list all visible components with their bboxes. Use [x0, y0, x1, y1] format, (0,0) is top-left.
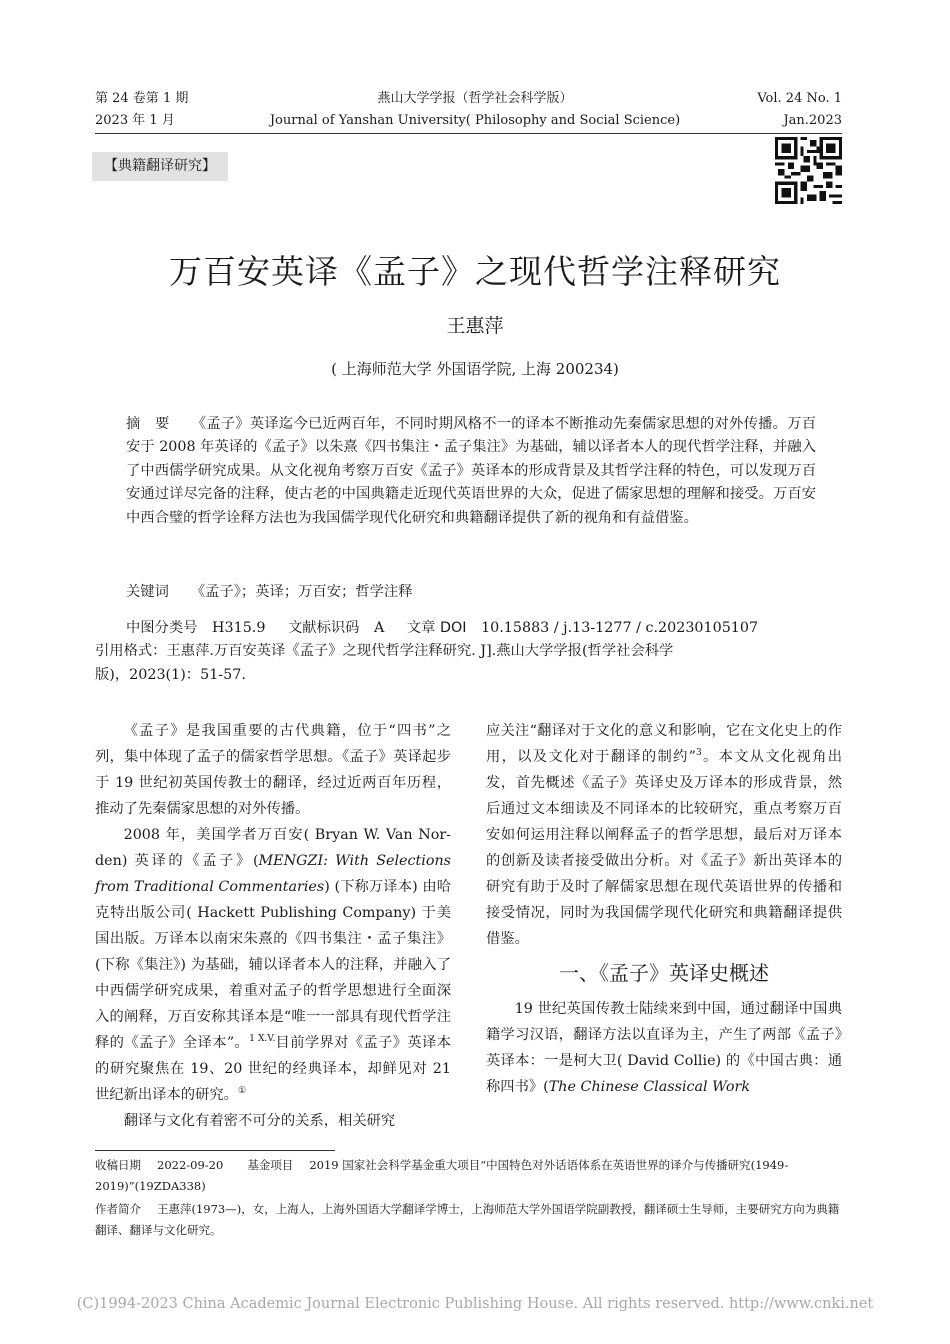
- text-run: 目前学界对《孟子》英译本的研究聚焦在 19、20 世纪的经典译本，却鲜见对 21 世纪新出译本的研究。: [95, 1035, 451, 1103]
- clc-value: H315.9: [212, 620, 266, 636]
- fund-label: 基金项目: [247, 1158, 294, 1172]
- clc-label: 中图分类号: [126, 620, 198, 636]
- body-left-column: [95, 718, 451, 1134]
- text-run: ) (下称万译本) 由哈克特出版公司( Hackett Publishing Company) 于美国出版。万译本以南宋朱熹的《四书集注・孟子集注》(下称《集注》) 为基础，辅以译者本人的注释，并融入了中西儒学研究成果，着重对孟子的哲学思想进行全面深入的阐释，万百安称其译本是“唯一一部具有现代哲学注释的《孟子》全译本”。: [95, 879, 452, 1051]
- abstract: [126, 413, 816, 530]
- body-paragraph: [95, 822, 451, 1108]
- journal-name-cn: 燕山大学学报（哲学社会科学版）: [377, 91, 573, 106]
- text-run: 2008 年，美国学者万百安( Bryan W. Van Nor-den) 英译的《孟子》(: [95, 827, 451, 869]
- abstract-text: 《孟子》英译迄今已近两百年，不同时期风格不一的译本不断推动先秦儒家思想的对外传播。万百安于 2008 年英译的《孟子》以朱熹《四书集注・孟子集注》为基础，辅以译者本人的现代哲学注释，并融入了中西儒学研究成果。从文化视角考察万百安《孟子》英译本的形成背景及其哲学注释的特色，可以发现万百安通过详尽完备的注释，使古老的中国典籍走近现代英语世界的大众，促进了儒家思想的理解和接受。万百安中西合璧的哲学诠释方法也为我国儒学现代化研究和典籍翻译提供了新的视角和有益借鉴。: [126, 416, 817, 526]
- doc-code-value: A: [374, 620, 385, 636]
- citation-marker[interactable]: 1 X.V.: [249, 1034, 276, 1045]
- author-affiliation: ( 上海师范大学 外国语学院, 上海 200234): [331, 360, 619, 378]
- footnote-author-bio: [95, 1199, 842, 1241]
- qr-code-icon[interactable]: [775, 137, 842, 204]
- body-paragraph: 《孟子》是我国重要的古代典籍，位于“四书”之列，集中体现了孟子的儒家哲学思想。《孟子》英译起步于 19 世纪初英国传教士的翻译，经过近两百年历程，推动了先秦儒家思想的对外传播。: [95, 723, 451, 817]
- body-paragraph: 翻译与文化有着密不可分的关系，相关研究: [123, 1113, 396, 1129]
- citation-line-2: 版)，2023(1)：51-57.: [95, 667, 246, 683]
- book-title-italic: The Chinese Classical Work: [548, 1079, 751, 1095]
- body-paragraph: [486, 996, 842, 1100]
- issue-number-en: Vol. 24 No. 1: [757, 91, 842, 106]
- issue-date-en: Jan.2023: [783, 113, 842, 128]
- text-run: 19 世纪英国传教士陆续来到中国，通过翻译中国典籍学习汉语，翻译方法以直译为主，产生了两部《孟子》英译本：一是柯大卫( David Collie) 的《中国古典：通称四书》(: [486, 1001, 842, 1095]
- received-label: 收稿日期: [95, 1158, 141, 1172]
- body-right-column: [486, 718, 842, 1100]
- bio-value: 王惠萍(1973—)，女，上海人，上海外国语大学翻译学博士，上海师范大学外国语学院副教授，翻译硕士生导师，主要研究方向为典籍翻译、翻译与文化研究。: [95, 1202, 840, 1237]
- journal-name-en: Journal of Yanshan University( Philosophy and Social Science): [269, 113, 681, 128]
- keywords-text: 《孟子》；英译；万百安；哲学注释: [190, 584, 413, 600]
- doi-value[interactable]: 10.15883 / j.13-1277 / c.20230105107: [481, 620, 759, 636]
- issue-date-cn: 2023 年 1 月: [95, 113, 175, 128]
- doi-label: 文章 DOI: [406, 620, 467, 636]
- keywords: [126, 581, 826, 604]
- header-rule: [95, 133, 842, 134]
- text-run: 应关注“翻译对于文化的意义和影响，它在文化史上的作用，以及文化对于翻译的制约”: [486, 723, 842, 765]
- abstract-label: 摘 要: [126, 416, 170, 432]
- fund-value: 2019 国家社会科学基金重大项目“中国特色对外话语体系在英语世界的译介与传播研究(1949-2019)”(19ZDA338): [95, 1158, 789, 1193]
- book-title-italic: MENGZI: With Selections from Traditional Commentaries: [95, 853, 451, 895]
- footnote-rule: [95, 1150, 335, 1151]
- article-title: 万百安英译《孟子》之现代哲学注释研究: [169, 252, 781, 291]
- classification-line: [126, 617, 826, 640]
- bio-label: 作者简介: [95, 1202, 141, 1216]
- article-author: 王惠萍: [446, 315, 504, 337]
- keywords-label: 关键词: [126, 584, 169, 600]
- citation-line-1: 引用格式：王惠萍.万百安英译《孟子》之现代哲学注释研究. J].燕山大学学报(哲学社会科学: [95, 643, 674, 659]
- footnote-received-fund: [95, 1155, 842, 1197]
- body-paragraph: [486, 718, 842, 952]
- column-tag: 【典籍翻译研究】: [92, 152, 228, 181]
- citation-marker[interactable]: 3: [695, 748, 702, 759]
- text-run: 。本文从文化视角出发，首先概述《孟子》英译史及万译本的形成背景，然后通过文本细读及不同译本的比较研究，重点考察万百安如何运用注释以阐释孟子的哲学思想，最后对万译本的创新及读者接受做出分析。对《孟子》新出英译本的研究有助于及时了解儒家思想在现代英语世界的传播和接受情况，同时为我国儒学现代化研究和典籍翻译提供借鉴。: [486, 749, 843, 947]
- doc-code-label: 文献标识码: [287, 620, 360, 636]
- issue-number-cn: 第 24 卷第 1 期: [95, 91, 189, 106]
- footnote-marker[interactable]: ①: [237, 1086, 247, 1097]
- received-value: 2022-09-20: [157, 1158, 224, 1172]
- section-heading: 一、《孟子》英译史概述: [559, 961, 769, 985]
- copyright-watermark: (C)1994-2023 China Academic Journal Electronic Publishing House. All rights reserved. http://www.cnki.net: [76, 1296, 874, 1312]
